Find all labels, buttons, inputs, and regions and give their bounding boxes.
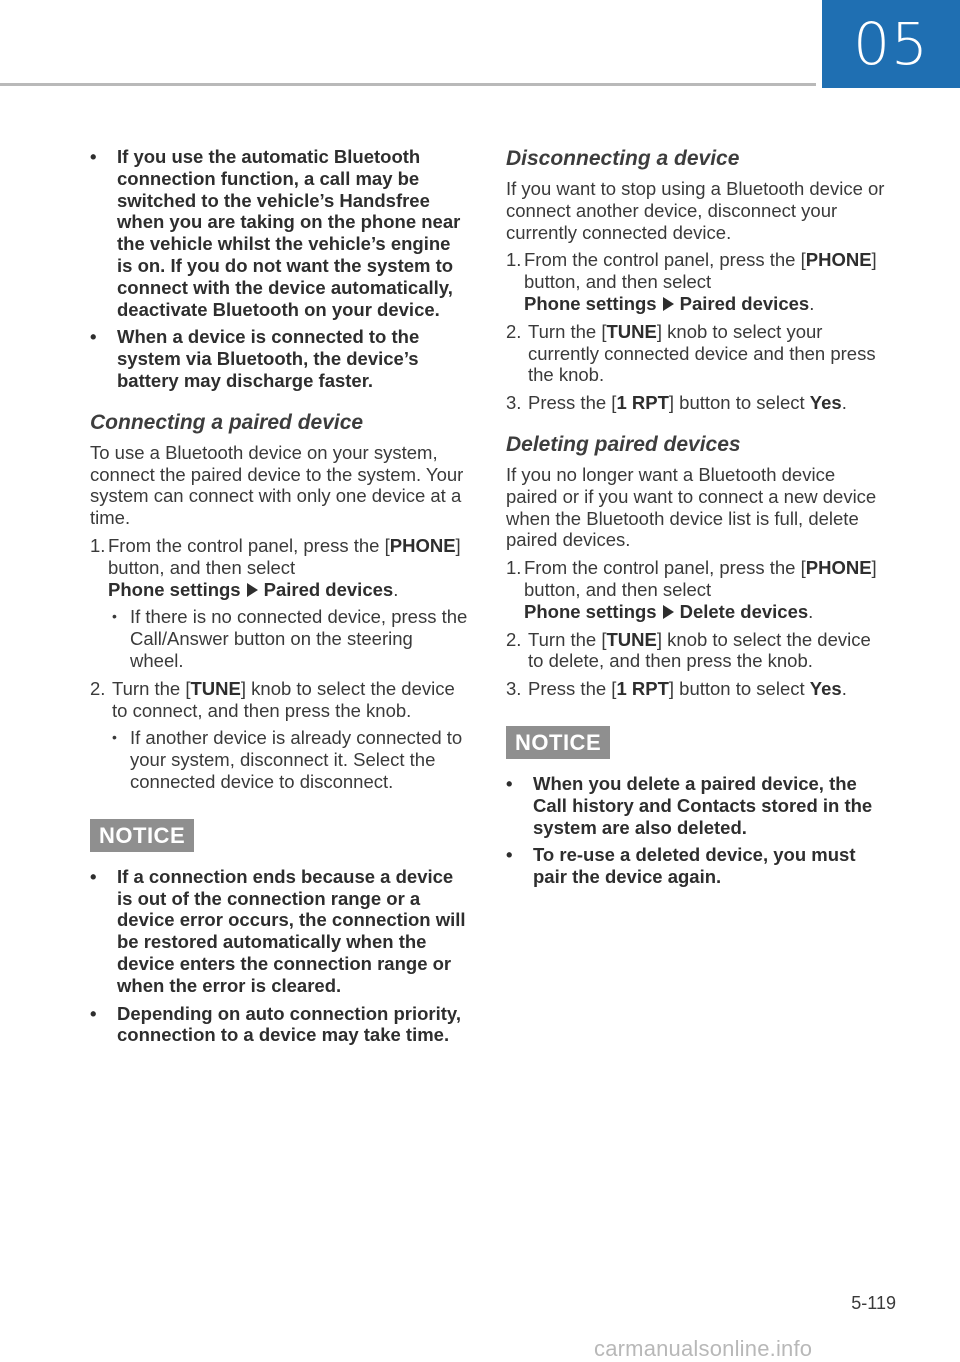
step-2: 2. Turn the [TUNE] knob to select the device to delete, and then press the knob. — [506, 628, 871, 672]
arrow-right-icon — [663, 297, 674, 311]
chapter-number: 05 — [853, 10, 929, 78]
step-1: 1. From the control panel, press the [PHONE] button, and then select Phone settings Paired devices. • If there is no connected device, press the Call/Answer button on the steering wheel. — [90, 535, 470, 672]
list-item: • If you use the automatic Bluetooth connection function, a call may be switched to the vehicle’s Handsfree when you are taking on the phone near the vehicle whilst the vehicle’s engine is on. If you do not want the system to connect with the device automatically, deactivate Bluetooth on your device. — [90, 146, 461, 320]
page-number: 5-119 — [851, 1293, 896, 1313]
menu-path: Paired devices — [679, 292, 810, 314]
list-item: • To re-use a deleted device, you must pair the device again. — [506, 844, 856, 888]
button-name: PHONE — [389, 534, 456, 556]
step-3: 3. Press the [1 RPT] button to select Yes. — [506, 392, 847, 414]
button-name: TUNE — [606, 320, 657, 342]
button-name: PHONE — [805, 557, 872, 579]
step-1: 1. From the control panel, press the [PHONE] button, and then select Phone settings Paired devices. — [506, 249, 877, 314]
list-item: • When you delete a paired device, the Call history and Contacts stored in the system are also deleted. — [506, 772, 873, 838]
step-3: 3. Press the [1 RPT] button to select Yes. — [506, 678, 847, 700]
button-name: PHONE — [805, 249, 872, 271]
notice-list — [90, 866, 470, 1046]
right-column — [506, 146, 886, 894]
left-column — [90, 146, 470, 1052]
menu-path: Phone settings — [524, 292, 657, 314]
section-intro: To use a Bluetooth device on your system, connect the paired device to the system. Your system can connect with only one device at a time. — [90, 441, 464, 529]
steps-connecting — [90, 535, 470, 793]
step-2: 2. Turn the [TUNE] knob to select the device to connect, and then press the knob. • If another device is already connected to your system, disconnect it. Select the connected device to disconnect. — [90, 678, 470, 793]
steps-disconnecting — [506, 249, 886, 414]
steps-deleting — [506, 557, 886, 700]
menu-path: Phone settings — [524, 600, 657, 622]
list-item: • Depending on auto connection priority, connection to a device may take time. — [90, 1002, 461, 1046]
option-yes: Yes — [809, 392, 842, 414]
step-2: 2. Turn the [TUNE] knob to select your currently connected device and then press the knob. — [506, 320, 876, 386]
section-heading-deleting: Deleting paired devices — [506, 432, 741, 456]
chapter-tab — [822, 0, 960, 88]
notice-list — [506, 773, 886, 888]
warning-list — [90, 146, 470, 392]
section-heading-connecting: Connecting a paired device — [90, 410, 364, 434]
option-yes: Yes — [809, 678, 842, 700]
arrow-right-icon — [663, 605, 674, 619]
sub-item: • If another device is already connected to your system, disconnect it. Select the connected device to disconnect. — [112, 727, 463, 792]
button-name: 1 RPT — [616, 392, 669, 414]
arrow-right-icon — [247, 583, 258, 597]
step-1: 1. From the control panel, press the [PHONE] button, and then select Phone settings Delete devices. — [506, 557, 877, 622]
section-intro: If you no longer want a Bluetooth device paired or if you want to connect a new device when the Bluetooth device list is full, delete paired devices. — [506, 463, 877, 551]
notice-badge: NOTICE — [506, 726, 610, 759]
menu-path: Phone settings — [108, 578, 241, 600]
watermark: carmanualsonline.info — [594, 1336, 813, 1361]
button-name: 1 RPT — [616, 678, 669, 700]
menu-path: Delete devices — [679, 600, 809, 622]
notice-badge: NOTICE — [90, 819, 194, 852]
menu-path: Paired devices — [263, 578, 394, 600]
section-heading-disconnecting: Disconnecting a device — [506, 147, 740, 170]
sub-item: • If there is no connected device, press the Call/Answer button on the steering wheel. — [112, 606, 468, 671]
list-item: • If a connection ends because a device is out of the connection range or a device error occurs, the connection will be restored automatically when the device enters the connection range or when the error is cleared. — [90, 865, 466, 996]
header-rule — [0, 83, 816, 86]
list-item: • When a device is connected to the system via Bluetooth, the device’s battery may discharge faster. — [90, 326, 420, 391]
button-name: TUNE — [190, 677, 241, 699]
section-intro: If you want to stop using a Bluetooth device or connect another device, disconnect your currently connected device. — [506, 178, 885, 243]
button-name: TUNE — [606, 628, 657, 650]
